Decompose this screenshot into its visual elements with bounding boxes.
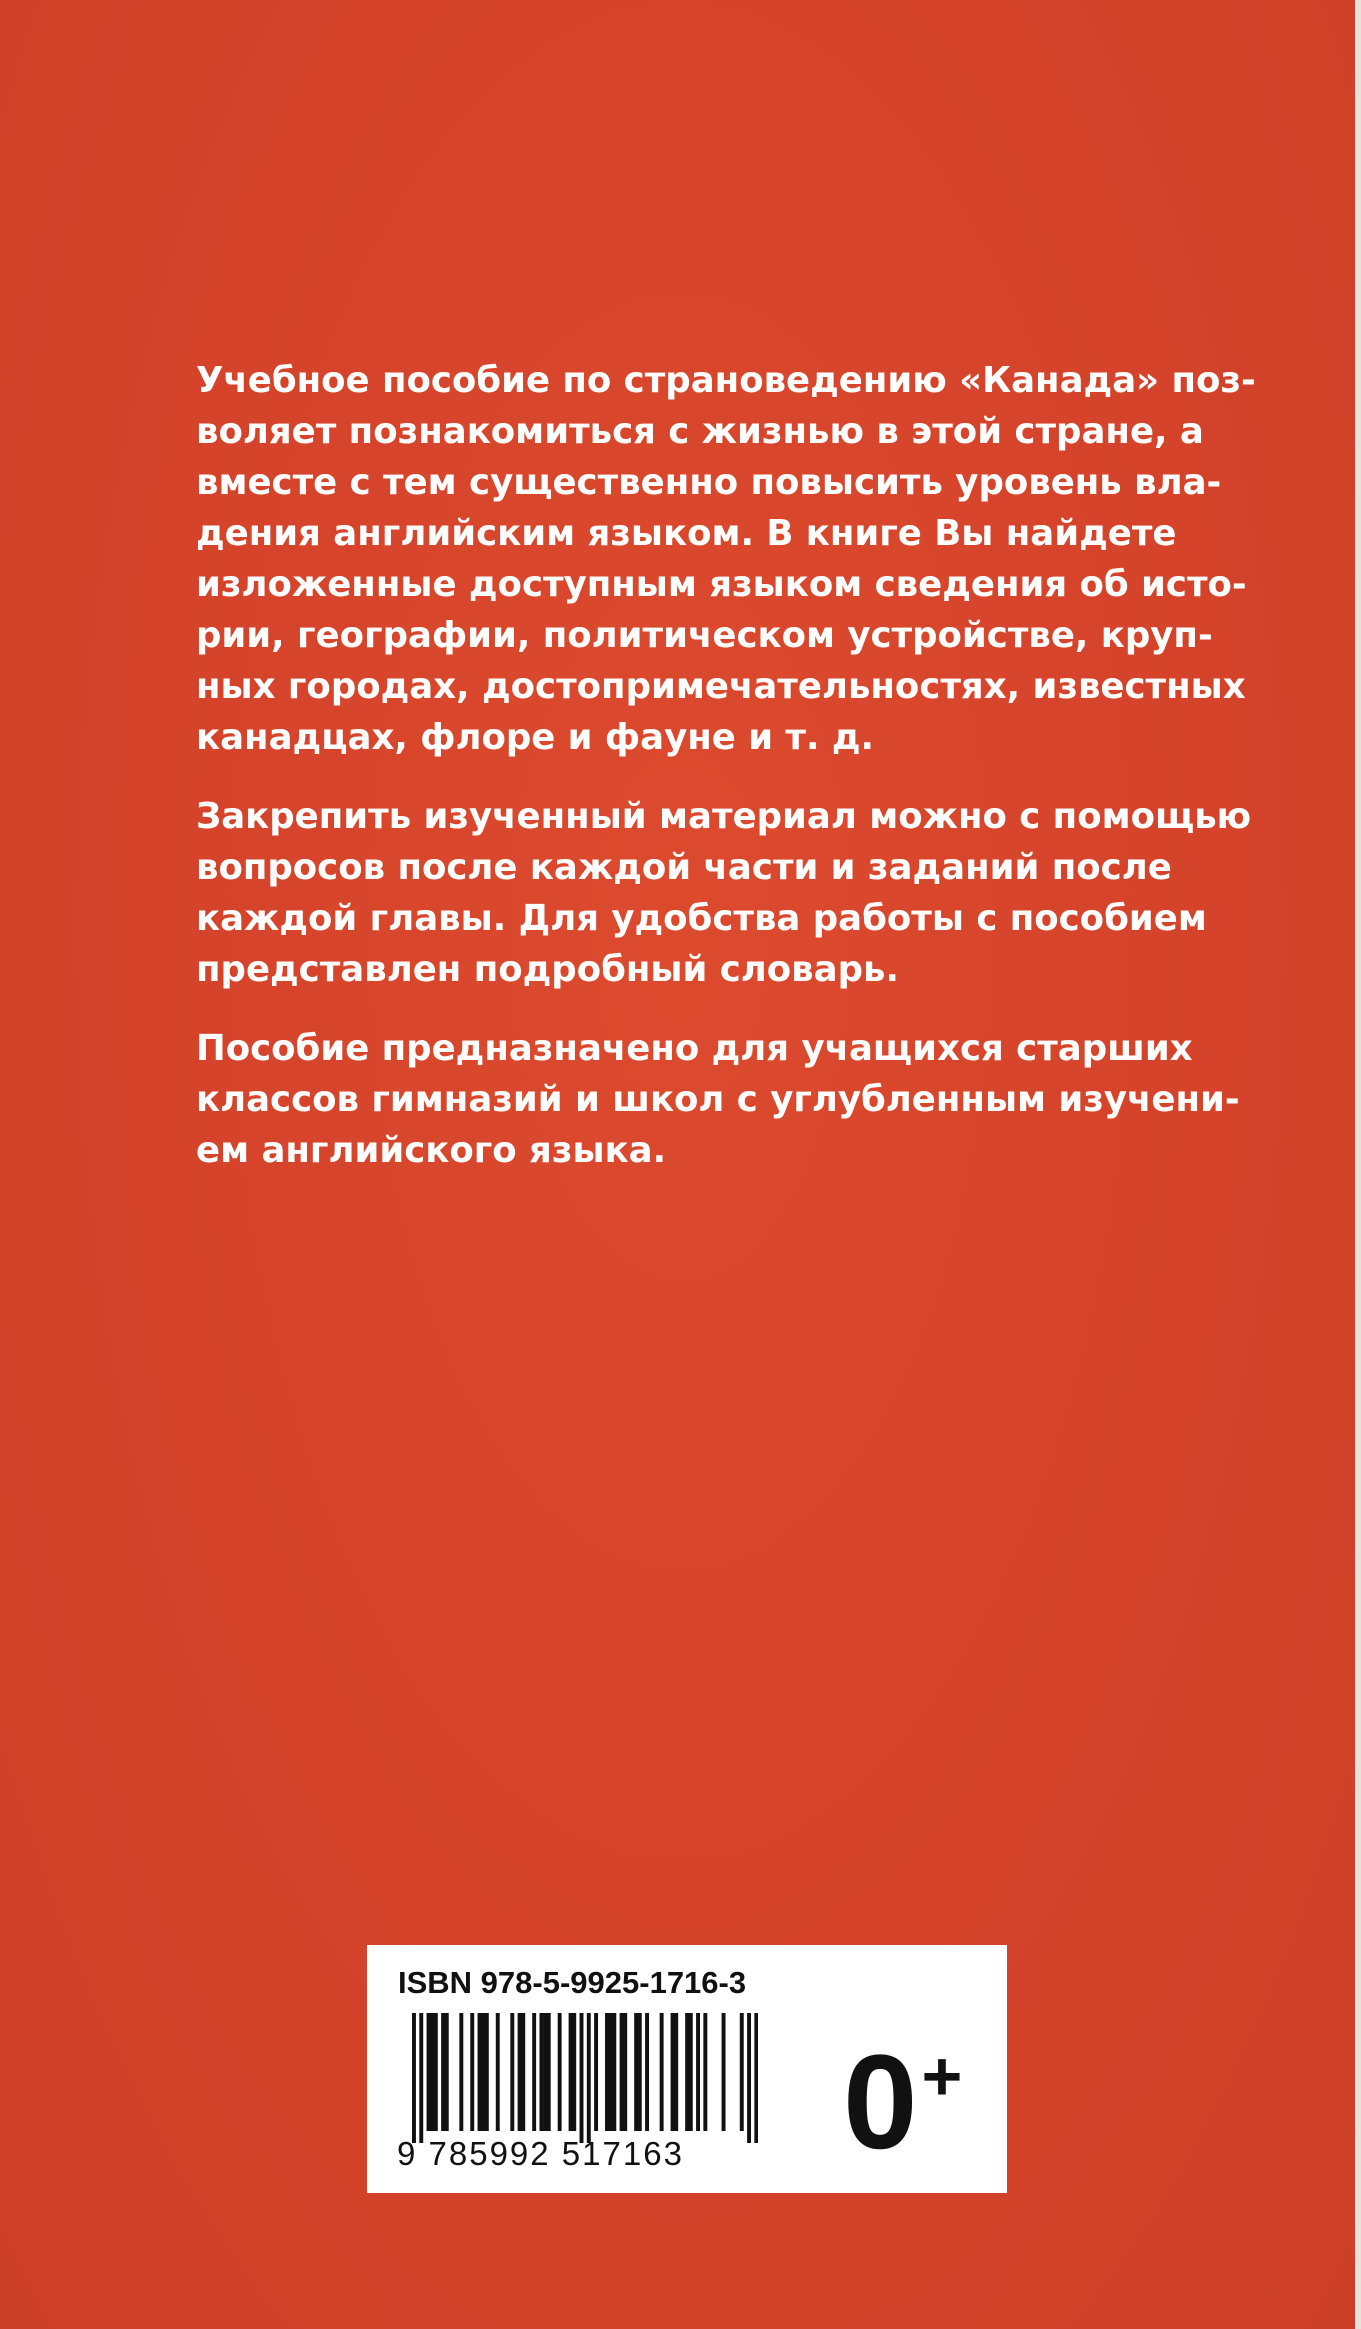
barcode-bar <box>510 2013 514 2131</box>
barcode-bar <box>543 2013 547 2131</box>
barcode-bar <box>660 2013 664 2131</box>
text-line: Пособие предназначено для учащихся старших <box>196 1028 1193 1069</box>
description-paragraph-3 <box>196 1023 1240 1176</box>
barcode-bar <box>594 2013 598 2131</box>
barcode-bar <box>518 2013 522 2131</box>
text-line: канадцах, флоре и фауне и т. д. <box>196 717 875 758</box>
barcode-bar <box>620 2013 624 2131</box>
text-line: вместе с тем существенно повысить уровень вла- <box>196 462 1222 503</box>
cover-edge <box>1355 0 1361 2329</box>
text-line: каждой главы. Для удобства работы с пособием <box>196 898 1207 939</box>
barcode-bar <box>609 2013 613 2131</box>
barcode-bar <box>634 2013 638 2131</box>
barcode-image <box>412 2013 758 2143</box>
text-line: рии, географии, политическом устройстве, круп- <box>196 615 1213 656</box>
barcode-bar <box>740 2013 744 2131</box>
description-paragraph-1 <box>196 355 1256 763</box>
barcode-bar <box>434 2013 438 2131</box>
barcode-bar <box>587 2013 591 2143</box>
barcode-bar <box>747 2013 751 2143</box>
barcode-bar <box>569 2013 573 2131</box>
barcode-bar <box>605 2013 609 2131</box>
age-rating-value: 0 <box>843 2028 918 2177</box>
barcode-bar <box>485 2013 489 2131</box>
barcode-bar <box>412 2013 416 2143</box>
barcode-bar <box>496 2013 500 2131</box>
text-line: ных городах, достопримечательностях, известных <box>196 666 1246 707</box>
barcode-bar <box>521 2013 525 2131</box>
barcode-bar <box>427 2013 431 2131</box>
text-line: Учебное пособие по страноведению «Канада» поз- <box>196 360 1256 401</box>
barcode-bar <box>532 2013 536 2131</box>
barcode-bar <box>572 2013 576 2131</box>
barcode-bar <box>539 2013 543 2131</box>
text-line: вопросов после каждой части и заданий после <box>196 847 1172 888</box>
barcode-bar <box>580 2013 584 2143</box>
barcode-bar <box>671 2013 675 2131</box>
barcode-bar <box>481 2013 485 2131</box>
barcode-bar <box>722 2013 726 2131</box>
barcode-bar <box>703 2013 707 2131</box>
barcode-bar <box>674 2013 678 2131</box>
barcode-bar <box>419 2013 423 2143</box>
text-line: дения английским языком. В книге Вы найдете <box>196 513 1177 554</box>
barcode-bar <box>612 2013 616 2131</box>
barcode-bar <box>478 2013 482 2131</box>
barcode-digits: 9 785992 517163 <box>397 2135 684 2172</box>
barcode-bar <box>547 2013 551 2131</box>
isbn-panel <box>367 1945 1007 2193</box>
barcode-bar <box>558 2013 562 2131</box>
description-paragraph-2 <box>196 791 1252 995</box>
barcode-bar <box>638 2013 642 2131</box>
barcode-bar <box>441 2013 445 2131</box>
barcode-bar <box>470 2013 474 2131</box>
age-rating-suffix: + <box>921 2037 963 2115</box>
barcode-bar <box>445 2013 449 2131</box>
barcode-bar <box>430 2013 434 2131</box>
barcode-bar <box>689 2013 693 2131</box>
barcode-bar <box>685 2013 689 2131</box>
text-line: Закрепить изученный материал можно с помощью <box>196 796 1252 837</box>
text-line: ем английского языка. <box>196 1130 667 1171</box>
text-line: воляет познакомиться с жизнью в этой стране, а <box>196 411 1204 452</box>
text-line: изложенные доступным языком сведения об исто- <box>196 564 1247 605</box>
barcode-bar <box>623 2013 627 2131</box>
barcode-bar <box>645 2013 649 2131</box>
age-rating-badge <box>843 2001 962 2178</box>
text-line: классов гимназий и школ с углубленным изучени- <box>196 1079 1240 1120</box>
barcode-bar <box>459 2013 463 2131</box>
isbn-label: ISBN 978-5-9925-1716-3 <box>398 1965 747 2000</box>
barcode-bar <box>754 2013 758 2143</box>
text-line: представлен подробный словарь. <box>196 949 899 990</box>
barcode-bar <box>696 2013 700 2131</box>
description-block <box>196 355 1256 1204</box>
